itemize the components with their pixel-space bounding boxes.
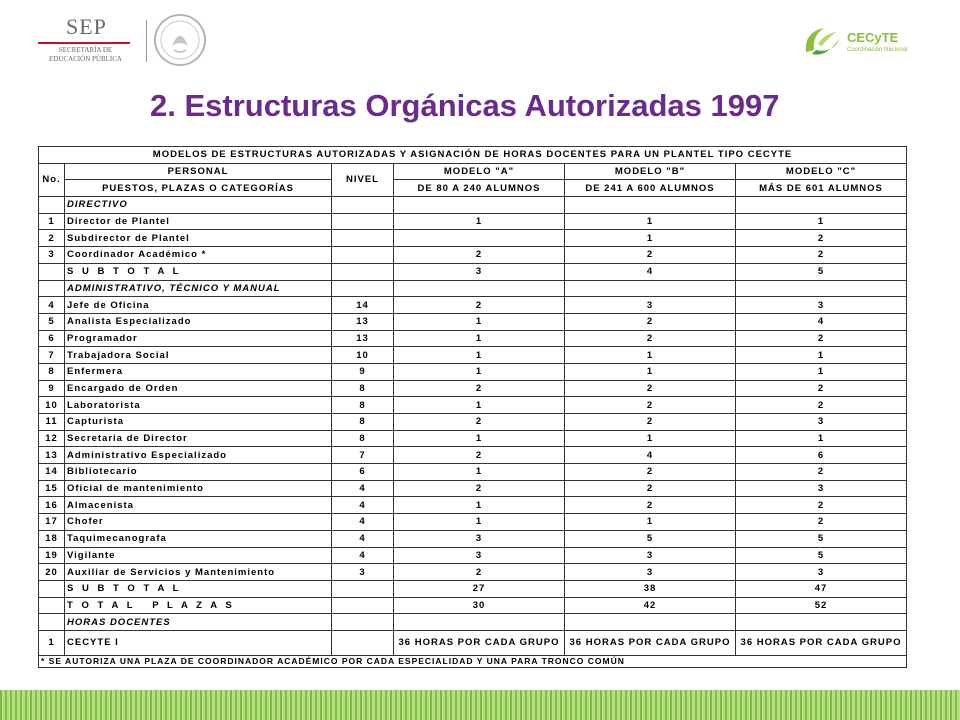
table-cell [394,614,565,631]
table-row [39,530,907,547]
row-name: CECYTE I [65,630,332,655]
row-nivel: 13 [332,313,394,330]
table-row [39,497,907,514]
row-number: 1 [39,213,65,230]
row-model-c: 2 [736,247,907,264]
table-row [39,564,907,581]
row-model-c: 3 [736,297,907,314]
row-name: Laboratorista [65,397,332,414]
row-nivel: 4 [332,480,394,497]
row-number: 3 [39,247,65,264]
row-number: 4 [39,297,65,314]
subtotal-row [39,263,907,280]
total-b: 42 [565,597,736,614]
row-model-b: 2 [565,330,736,347]
mexican-coat-of-arms-icon [152,12,208,68]
row-model-c: 3 [736,414,907,431]
row-model-a: 1 [394,213,565,230]
row-name: Programador [65,330,332,347]
row-model-c: 1 [736,363,907,380]
row-model-a: 1 [394,313,565,330]
table-row [39,363,907,380]
row-name: Taquimecanografa [65,530,332,547]
section-row-admin [39,280,907,297]
row-model-b: 2 [565,414,736,431]
row-model-a: 3 [394,530,565,547]
row-model-b: 2 [565,480,736,497]
row-model-a: 1 [394,497,565,514]
subtotal-c: 47 [736,580,907,597]
bottom-green-band [0,690,960,720]
row-model-a: 1 [394,464,565,481]
col-header-puestos: PUESTOS, PLAZAS O CATEGORÍAS [65,180,332,197]
row-number: 14 [39,464,65,481]
row-model-c: 2 [736,230,907,247]
row-name: Analista Especializado [65,313,332,330]
total-a: 30 [394,597,565,614]
row-model-b: 4 [565,447,736,464]
row-nivel: 8 [332,414,394,431]
table-cell [39,580,65,597]
row-model-c: 2 [736,330,907,347]
row-number: 7 [39,347,65,364]
row-nivel: 4 [332,530,394,547]
row-model-a: 2 [394,414,565,431]
row-model-c: 5 [736,530,907,547]
row-model-c: 3 [736,480,907,497]
col-header-no: No. [39,163,65,196]
row-nivel [332,213,394,230]
row-model-a: 2 [394,380,565,397]
row-model-a: 2 [394,564,565,581]
row-nivel: 8 [332,397,394,414]
row-model-b: 2 [565,397,736,414]
table-cell [736,197,907,214]
table-cell [332,263,394,280]
table-cell [565,614,736,631]
row-nivel: 8 [332,430,394,447]
table-row [39,547,907,564]
page-title: 2. Estructuras Orgánicas Autorizadas 1997 [150,88,780,123]
table-cell [332,614,394,631]
row-name: Enfermera [65,363,332,380]
table-cell [394,280,565,297]
subtotal-a: 27 [394,580,565,597]
row-model-b: 2 [565,464,736,481]
row-number: 20 [39,564,65,581]
row-name: Oficial de mantenimiento [65,480,332,497]
row-model-a: 1 [394,330,565,347]
sep-subtitle: SECRETARÍA DE EDUCACIÓN PÚBLICA [49,46,122,63]
sep-red-rule [38,42,130,44]
row-name: Coordinador Académico * [65,247,332,264]
cecyte-subtitle: Coordinación Nacional [847,47,908,53]
row-name: Almacenista [65,497,332,514]
row-model-b: 1 [565,514,736,531]
row-nivel: 10 [332,347,394,364]
sep-logo [38,14,133,64]
col-header-range-c: MÁS DE 601 ALUMNOS [736,180,907,197]
table-row [39,347,907,364]
table-row [39,397,907,414]
row-number: 17 [39,514,65,531]
subtotal-c: 5 [736,263,907,280]
row-nivel [332,230,394,247]
row-model-a [394,230,565,247]
row-number: 15 [39,480,65,497]
row-model-c: 3 [736,564,907,581]
table-cell [39,614,65,631]
row-number: 6 [39,330,65,347]
table-row [39,514,907,531]
table-cell [736,614,907,631]
row-model-b: 1 [565,363,736,380]
footnote: * SE AUTORIZA UNA PLAZA DE COORDINADOR ACADÉMICO POR CADA ESPECIALIDAD Y UNA PARA TRONCO COMÚN [39,655,907,667]
row-number: 11 [39,414,65,431]
table-row [39,380,907,397]
row-model-b: 3 [565,297,736,314]
table-row [39,313,907,330]
section-row-horas [39,614,907,631]
col-header-model-b: MODELO "B" [565,163,736,180]
row-model-a: 1 [394,347,565,364]
row-model-a: 1 [394,514,565,531]
table-cell [332,597,394,614]
table-cell [332,280,394,297]
row-model-b: 2 [565,313,736,330]
col-header-nivel: NIVEL [332,163,394,196]
row-name: Secretaria de Director [65,430,332,447]
row-name: Subdirector de Plantel [65,230,332,247]
row-model-b: 5 [565,530,736,547]
row-name: Capturista [65,414,332,431]
section-row-directivo [39,197,907,214]
cecyte-row [39,630,907,655]
table-cell [39,197,65,214]
table-cell [565,280,736,297]
col-header-model-c: MODELO "C" [736,163,907,180]
row-model-c: 4 [736,313,907,330]
row-model-a: 2 [394,447,565,464]
row-model-b: 3 [565,564,736,581]
cecyte-swoosh-icon [802,24,844,60]
table-cell [736,280,907,297]
table-row [39,297,907,314]
row-model-a: 2 [394,247,565,264]
row-number: 16 [39,497,65,514]
row-name: Jefe de Oficina [65,297,332,314]
row-name: Vigilante [65,547,332,564]
row-model-b: 2 [565,380,736,397]
row-number: 5 [39,313,65,330]
col-header-range-a: DE 80 A 240 ALUMNOS [394,180,565,197]
row-nivel: 8 [332,380,394,397]
row-number: 12 [39,430,65,447]
row-model-c: 1 [736,213,907,230]
row-nivel: 7 [332,447,394,464]
row-number: 19 [39,547,65,564]
table-cell [39,263,65,280]
row-model-c: 2 [736,497,907,514]
table-row [39,414,907,431]
hours-a: 36 HORAS POR CADA GRUPO [394,630,565,655]
subtotal-b: 4 [565,263,736,280]
total-c: 52 [736,597,907,614]
col-header-range-b: DE 241 A 600 ALUMNOS [565,180,736,197]
row-model-c: 2 [736,397,907,414]
row-nivel [332,247,394,264]
row-name: Administrativo Especializado [65,447,332,464]
table-banner: MODELOS DE ESTRUCTURAS AUTORIZADAS Y ASIGNACIÓN DE HORAS DOCENTES PARA UN PLANTEL TIPO CECYTE [39,147,907,164]
cecyte-logo [802,22,922,64]
row-nivel: 4 [332,547,394,564]
hours-c: 36 HORAS POR CADA GRUPO [736,630,907,655]
row-model-c: 2 [736,514,907,531]
row-number: 9 [39,380,65,397]
table-cell [332,580,394,597]
row-nivel: 3 [332,564,394,581]
row-model-c: 1 [736,430,907,447]
total-row [39,597,907,614]
row-model-a: 1 [394,363,565,380]
row-model-b: 1 [565,230,736,247]
row-number: 8 [39,363,65,380]
structures-table [38,146,906,668]
row-model-a: 3 [394,547,565,564]
row-name: Trabajadora Social [65,347,332,364]
row-number: 18 [39,530,65,547]
row-nivel: 14 [332,297,394,314]
row-name: Bibliotecario [65,464,332,481]
row-nivel: 4 [332,514,394,531]
row-nivel: 6 [332,464,394,481]
row-number: 13 [39,447,65,464]
row-nivel: 9 [332,363,394,380]
table-row [39,247,907,264]
subtotal-b: 38 [565,580,736,597]
table-cell [332,197,394,214]
row-nivel: 4 [332,497,394,514]
row-name: Chofer [65,514,332,531]
logo-divider [146,20,147,62]
row-number: 1 [39,630,65,655]
row-name: Auxiliar de Servicios y Mantenimiento [65,564,332,581]
row-nivel: 13 [332,330,394,347]
table-cell [332,630,394,655]
row-model-b: 1 [565,347,736,364]
row-model-a: 1 [394,430,565,447]
row-model-b: 2 [565,497,736,514]
section-label: ADMINISTRATIVO, TÉCNICO Y MANUAL [65,280,332,297]
subtotal-row [39,580,907,597]
row-name: Encargado de Orden [65,380,332,397]
table-cell [39,280,65,297]
sep-wordmark: SEP [66,14,107,39]
col-header-personal: PERSONAL [65,163,332,180]
subtotal-label: S U B T O T A L [65,263,332,280]
row-model-c: 6 [736,447,907,464]
cecyte-wordmark: CECyTE [847,30,899,45]
table-row [39,230,907,247]
table-row [39,480,907,497]
row-model-b: 3 [565,547,736,564]
subtotal-label: S U B T O T A L [65,580,332,597]
row-model-c: 2 [736,464,907,481]
table-cell [565,197,736,214]
row-name: Director de Plantel [65,213,332,230]
subtotal-a: 3 [394,263,565,280]
table-cell [39,597,65,614]
total-label: T O T A L P L A Z A S [65,597,332,614]
row-model-b: 1 [565,430,736,447]
table-row [39,464,907,481]
row-model-c: 2 [736,380,907,397]
row-model-c: 5 [736,547,907,564]
hours-b: 36 HORAS POR CADA GRUPO [565,630,736,655]
row-model-b: 2 [565,247,736,264]
table-row [39,447,907,464]
row-model-a: 2 [394,297,565,314]
section-label: HORAS DOCENTES [65,614,332,631]
row-number: 10 [39,397,65,414]
row-model-a: 1 [394,397,565,414]
table-row [39,330,907,347]
col-header-model-a: MODELO "A" [394,163,565,180]
section-label: DIRECTIVO [65,197,332,214]
row-number: 2 [39,230,65,247]
table-cell [394,197,565,214]
table-row [39,430,907,447]
row-model-c: 1 [736,347,907,364]
row-model-a: 2 [394,480,565,497]
row-model-b: 1 [565,213,736,230]
table-row [39,213,907,230]
